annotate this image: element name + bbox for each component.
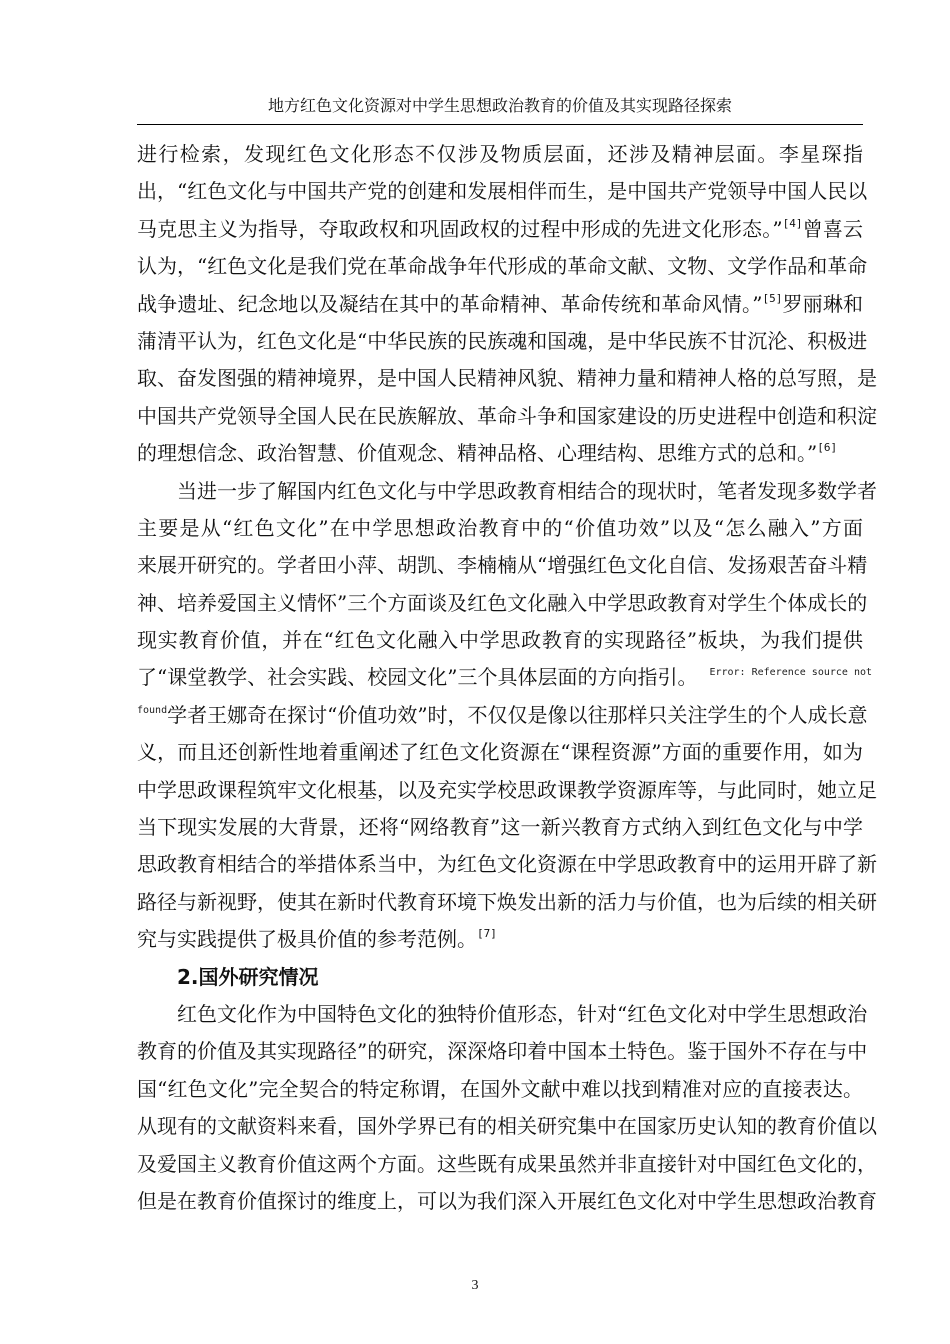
- line-text: 出，“红色文化与中国共产党的创建和发展相伴而生，是中国共产党领导中国人民以: [137, 179, 868, 204]
- text-line: [137, 585, 868, 622]
- text-line: [137, 1071, 863, 1108]
- text-line: [137, 136, 863, 173]
- line-text: 蒲清平认为，红色文化是“中华民族的民族魂和国魂，是中华民族不甘沉沦、积极进: [137, 328, 868, 353]
- line-text: 究与实践提供了极具价值的参考范例。: [137, 927, 477, 952]
- line-text: 及爱国主义教育价值这两个方面。这些既有成果虽然并非直接针对中国红色文化的，: [137, 1151, 877, 1176]
- text-line: [137, 173, 868, 210]
- section-heading: [137, 959, 863, 996]
- line-text: 来展开研究的。学者田小萍、胡凯、李楠楠从“增强红色文化自信、发扬艰苦奋斗精: [137, 553, 868, 578]
- line-text: 现实教育价值，并在“红色文化融入中学思政教育的实现路径”板块，为我们提供: [137, 628, 863, 653]
- line-text: 红色文化作为中国特色文化的独特价值形态，针对“红色文化对中学生思想政治: [177, 1001, 868, 1026]
- line-text: 教育的价值及其实现路径”的研究，深深烙印着中国本土特色。鉴于国外不存在与中: [137, 1039, 868, 1064]
- text-line: [137, 360, 877, 397]
- text-line: [137, 1146, 877, 1183]
- text-line: [137, 547, 868, 584]
- text-line: [137, 846, 877, 883]
- line-text: 从现有的文献资料来看，国外学界已有的相关研究集中在国家历史认知的教育价值以: [137, 1114, 877, 1139]
- line-text-continued: 曾喜云: [802, 216, 863, 241]
- text-line: [137, 510, 863, 547]
- citation-superscript: [5]: [762, 291, 783, 305]
- text-line: [137, 1033, 868, 1070]
- text-line: [137, 323, 868, 360]
- line-text: 认为，“红色文化是我们党在革命战争年代形成的革命文献、文物、文学作品和革命: [137, 254, 868, 279]
- text-line: [137, 996, 868, 1033]
- line-text: 了“课堂教学、社会实践、校园文化”三个具体层面的方向指引。: [137, 665, 698, 690]
- text-line: [137, 211, 863, 248]
- line-text: 战争遗址、纪念地以及凝结在其中的革命精神、革命传统和革命风情。”: [137, 291, 763, 316]
- text-line: [137, 1108, 877, 1145]
- line-text: 神、培养爱国主义情怀”三个方面谈及红色文化融入中学思政教育对学生个体成长的: [137, 590, 868, 615]
- text-line: [137, 398, 877, 435]
- line-text: 当进一步了解国内红色文化与中学思政教育相结合的现状时，笔者发现多数学者: [177, 478, 877, 503]
- line-text: 路径与新视野，使其在新时代教育环境下焕发出新的活力与价值，也为后续的相关研: [137, 889, 877, 914]
- line-text: 中国共产党领导全国人民在民族解放、革命斗争和国家建设的历史进程中创造和积淀: [137, 403, 877, 428]
- text-line: [137, 435, 863, 472]
- line-text: 取、奋发图强的精神境界，是中国人民精神风貌、精神力量和精神人格的总写照，是: [137, 366, 877, 391]
- text-line: [137, 734, 863, 771]
- line-text: 国“红色文化”完全契合的特定称谓，在国外文献中难以找到精准对应的直接表达。: [137, 1076, 863, 1101]
- page-number: 3: [471, 1278, 479, 1293]
- reference-error-text: found: [137, 704, 168, 716]
- line-text: 学者王娜奇在探讨“价值功效”时，不仅仅是像以往那样只关注学生的个人成长意: [167, 702, 868, 727]
- line-text: 当下现实发展的大背景，还将“网络教育”这一新兴教育方式纳入到红色文化与中学: [137, 815, 863, 840]
- text-line: [137, 659, 873, 696]
- citation-superscript: [4]: [782, 216, 803, 230]
- line-text: 2.国外研究情况: [177, 964, 319, 989]
- text-line: [137, 286, 863, 323]
- reference-error-text: Error: Reference source not: [709, 667, 873, 679]
- line-text: 进行检索，发现红色文化形态不仅涉及物质层面，还涉及精神层面。李星琛指: [137, 142, 863, 166]
- line-text: 的理想信念、政治智慧、价值观念、精神品格、心理结构、思维方式的总和。”: [137, 441, 818, 466]
- text-line: [137, 473, 877, 510]
- text-line: [137, 622, 863, 659]
- line-text-continued: 罗丽琳和: [782, 291, 864, 316]
- citation-superscript: [6]: [817, 441, 838, 455]
- text-line: [137, 248, 868, 285]
- body-text: [137, 136, 877, 1220]
- line-text: 主要是从“红色文化”在中学思想政治教育中的“价值功效”以及“怎么融入”方面: [137, 515, 863, 540]
- citation-superscript: [7]: [477, 927, 497, 941]
- line-text: 中学思政课程筑牢文化根基，以及充实学校思政课教学资源库等，与此同时，她立足: [137, 777, 877, 802]
- header-rule: [137, 124, 863, 125]
- text-line: [137, 1183, 877, 1220]
- text-line: [137, 809, 863, 846]
- text-line: [137, 884, 877, 921]
- text-line: [137, 697, 868, 734]
- text-line: [137, 921, 863, 958]
- line-text: 但是在教育价值探讨的维度上，可以为我们深入开展红色文化对中学生思想政治教育: [137, 1188, 877, 1213]
- line-text: 思政教育相结合的举措体系当中，为红色文化资源在中学思政教育中的运用开辟了新: [137, 852, 877, 877]
- text-line: [137, 772, 877, 809]
- line-text: 马克思主义为指导，夺取政权和巩固政权的过程中形成的先进文化形态。”: [137, 216, 783, 241]
- running-header: 地方红色文化资源对中学生思想政治教育的价值及其实现路径探索: [267, 96, 732, 115]
- line-text: 义，而且还创新性地着重阐述了红色文化资源在“课程资源”方面的重要作用，如为: [137, 740, 863, 765]
